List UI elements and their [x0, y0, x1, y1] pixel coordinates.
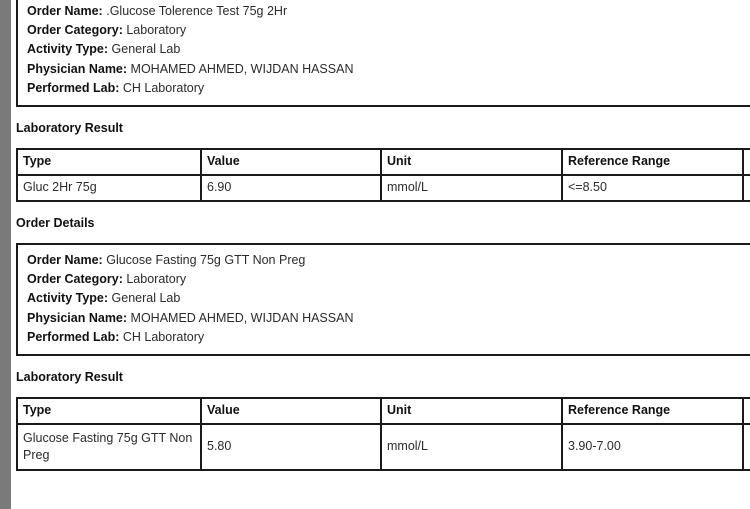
laboratory-result-table-2	[16, 397, 750, 471]
table-row	[17, 175, 750, 201]
activity-type-line	[27, 289, 750, 308]
performed-lab-value: CH Laboratory	[122, 329, 205, 344]
result-type: Glucose Fasting 75g GTT Non Preg	[17, 424, 201, 470]
activity-type-value: General Lab	[111, 291, 181, 306]
order-name-line	[27, 2, 750, 21]
activity-type-label: Activity Type:	[27, 42, 109, 57]
result-reference-range: <=8.50	[562, 175, 743, 201]
table-row	[17, 424, 750, 470]
result-unit: mmol/L	[381, 175, 562, 201]
column-header-type: Type	[17, 398, 201, 424]
performed-lab-line	[27, 79, 750, 98]
order-category-label: Order Category:	[27, 272, 123, 287]
laboratory-result-heading-1: Laboratory Result	[16, 121, 123, 136]
column-header-value: Value	[201, 398, 381, 424]
order-name-line	[27, 251, 750, 270]
physician-name-label: Physician Name:	[27, 310, 128, 325]
column-header-extra	[743, 149, 750, 175]
physician-name-line	[27, 309, 750, 328]
scrollbar-gutter[interactable]	[0, 0, 11, 509]
column-header-extra	[743, 398, 750, 424]
column-header-reference-range: Reference Range	[562, 149, 743, 175]
column-header-unit: Unit	[381, 398, 562, 424]
column-header-unit: Unit	[381, 149, 562, 175]
physician-name-label: Physician Name:	[27, 61, 128, 76]
performed-lab-label: Performed Lab:	[27, 80, 120, 95]
performed-lab-line	[27, 328, 750, 347]
laboratory-result-heading-2: Laboratory Result	[16, 370, 123, 385]
result-extra	[743, 424, 750, 470]
result-reference-range: 3.90-7.00	[562, 424, 743, 470]
order-details-box-1	[16, 0, 750, 107]
order-category-value: Laboratory	[126, 23, 187, 38]
order-category-line	[27, 21, 750, 40]
result-value: 6.90	[201, 175, 381, 201]
activity-type-line	[27, 40, 750, 59]
table-header-row	[17, 398, 750, 424]
laboratory-result-table-1	[16, 148, 750, 202]
result-value: 5.80	[201, 424, 381, 470]
physician-name-line	[27, 60, 750, 79]
order-name-value: Glucose Fasting 75g GTT Non Preg	[106, 253, 306, 268]
order-category-line	[27, 270, 750, 289]
order-category-value: Laboratory	[126, 272, 187, 287]
order-name-value: .Glucose Tolerence Test 75g 2Hr	[106, 4, 288, 18]
activity-type-label: Activity Type:	[27, 291, 109, 306]
document-body	[11, 0, 750, 509]
table-header-row	[17, 149, 750, 175]
order-category-label: Order Category:	[27, 23, 123, 38]
column-header-type: Type	[17, 149, 201, 175]
order-details-heading-2: Order Details	[16, 216, 95, 231]
order-details-box-2	[16, 243, 750, 356]
result-extra	[743, 175, 750, 201]
physician-name-value: MOHAMED AHMED, WIJDAN HASSAN	[130, 310, 354, 325]
activity-type-value: General Lab	[111, 42, 181, 57]
performed-lab-value: CH Laboratory	[122, 80, 205, 95]
column-header-reference-range: Reference Range	[562, 398, 743, 424]
order-name-label: Order Name:	[27, 4, 103, 18]
physician-name-value: MOHAMED AHMED, WIJDAN HASSAN	[130, 61, 354, 76]
result-type: Gluc 2Hr 75g	[17, 175, 201, 201]
column-header-value: Value	[201, 149, 381, 175]
performed-lab-label: Performed Lab:	[27, 329, 120, 344]
order-name-label: Order Name:	[27, 253, 103, 268]
result-unit: mmol/L	[381, 424, 562, 470]
